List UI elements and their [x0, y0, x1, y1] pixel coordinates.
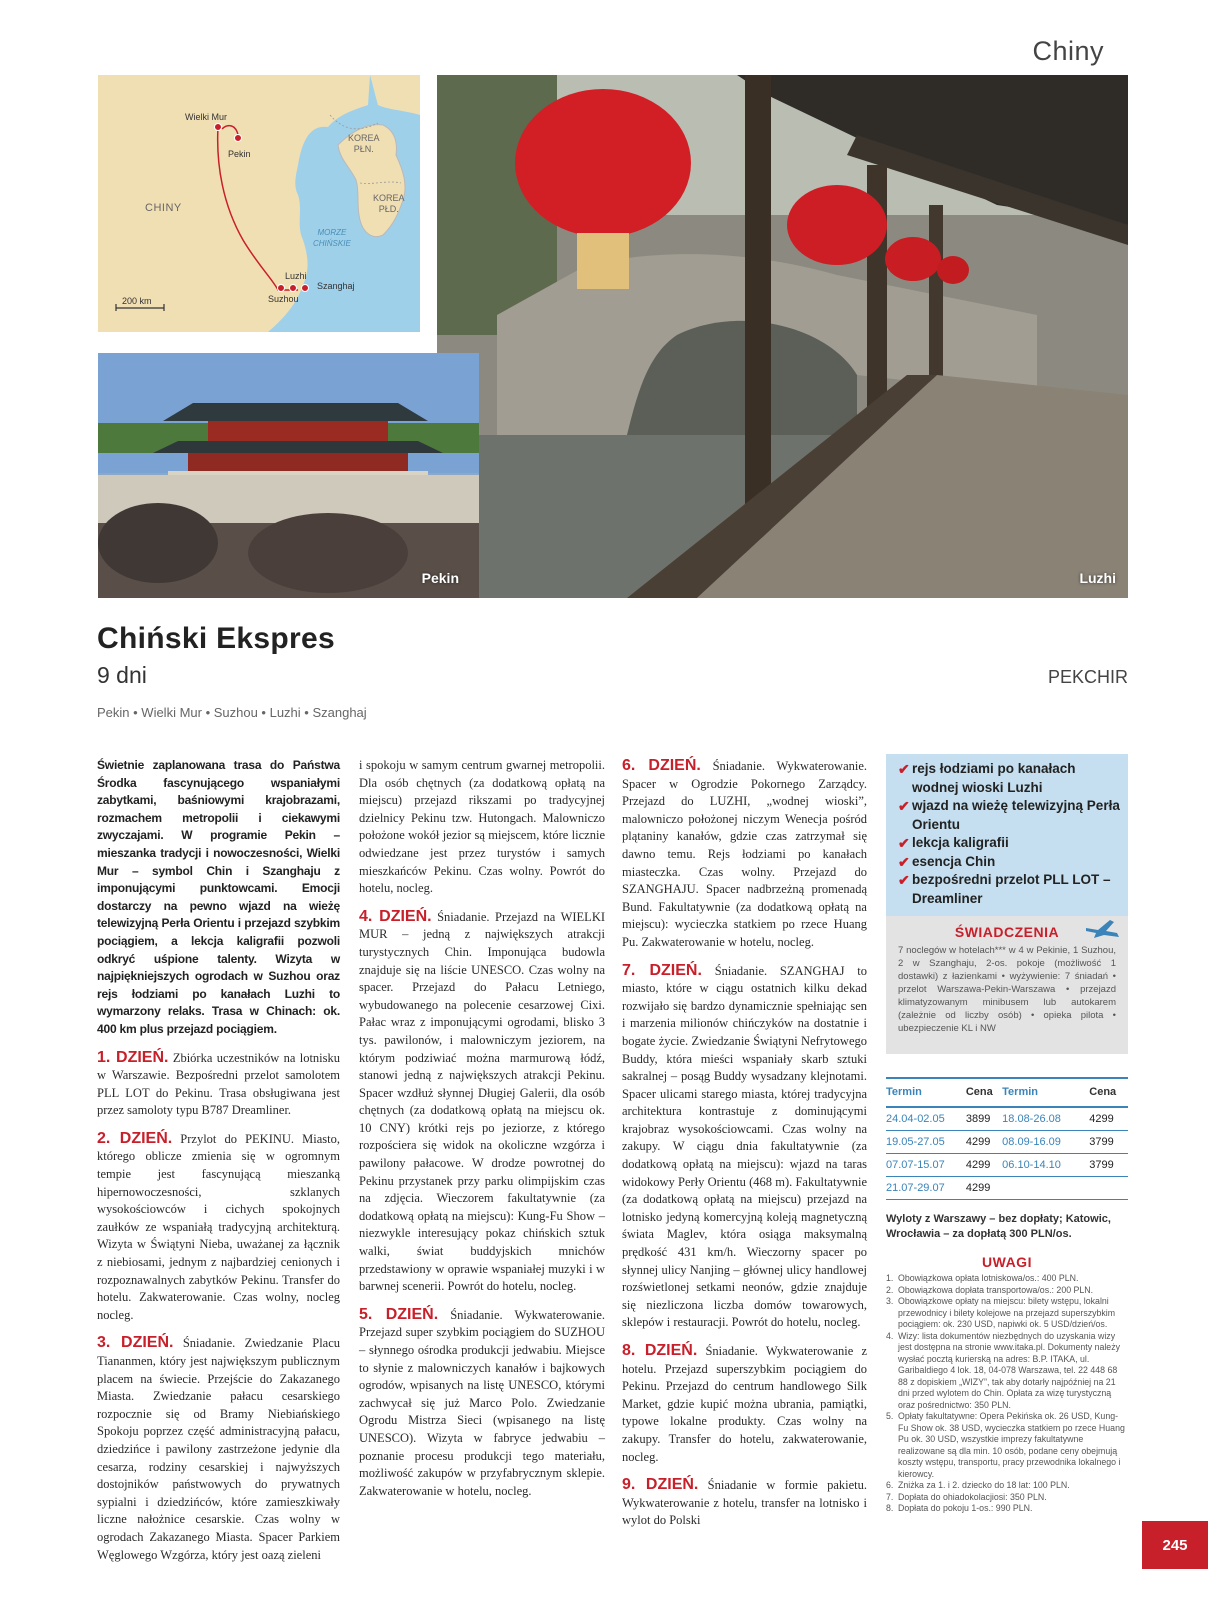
day-9-heading: 9. DZIEŃ. — [622, 1476, 699, 1494]
day-4: 4. DZIEŃ. Śniadanie. Przejazd na WIELKI MUR – jedną z największych atrakcji turystycznych Chin. Imponująca budowla znajduje się na liście UNESCO. Czas wolny na spacer. Przejazd do Pałacu Letniego, wybudowanego na polecenie cesarzowej Cixi. Pałac wraz z imponującymi ogrodami, blisko 3 tys. pawilonów, i malowniczym jeziorem, na którym podziwiać można marmurową łódź, stanowi jedną z największych atrakcji Pekinu. Spacer wzdłuż słynnej Długiej Galerii, dla osób chętnych (za dodatkową opłatą na miejscu ok. 10 CNY) krótki rejs po jeziorze, z którego rozpościera się widok na okoliczne wzgórza i pawilony pałacowe. W drodze powrotnej do Pekinu przystanek przy parku olimpijskim czas na zdjęcia. Wieczorem fakultatywnie (za dodatkową opłatą na miejscu): Kung-Fu Show – niezwykle interesujący pokaz chińskich sztuk walki, świat buddyjskich mnichów przedstawiony w oprawie wspaniałej muzyki i w barwnej scenerii. Powrót do hotelu, nocleg. — [359, 907, 606, 1294]
uwagi-item: 3. Obowiązkowe opłaty na miejscu: bilety wstępu, lokalni przewodnicy i bilety kolejowe na przejazd superszybkim pociągiem: ok. 230 USD, napiwki ok. 5 USD/dzień/os. — [886, 1296, 1116, 1329]
day-5: 5. DZIEŃ. Śniadanie. Wykwaterowanie. Przejazd super szybkim pociągiem do SUZHOU – słynnego ośrodka produkcji jedwabiu. Miejsce to słynie z malowniczych kanałów i bajkowych ogrodów, wpisanych na listę UNESCO, którymi zachwycał się już Marco Polo. Zwiedzanie Ogrodu Mistrza Sieci (wpisanego na listę UNESCO). Wizyta w fabryce jedwabiu – poznanie procesu produkcji tego materiału, możliwość zakupów w przyfabrycznym sklepie. Zakwaterowanie w hotelu, nocleg. — [359, 1305, 606, 1498]
map-dot-pekin — [235, 135, 242, 142]
country-label: Chiny — [1032, 36, 1104, 66]
uwagi-item: 2. Obowiązkowa dopłata transportowa/os.: 200 PLN. — [886, 1284, 1094, 1295]
map-label-korea-pld: KOREA PŁD. — [373, 193, 405, 214]
price-row: 24.04-02.05 3899 18.08-26.08 4299 — [886, 1107, 1128, 1131]
highlight-item: ✔ esencja Chin — [898, 853, 996, 870]
highlight-item: ✔ rejs łodziami po kanałach wodnej wioski Luzhi — [898, 760, 1120, 797]
map-dot-wielki-mur — [215, 124, 222, 131]
day-2: 2. DZIEŃ. Przylot do PEKINU. Miasto, którego oblicze zmienia się w ogromnym tempie jest fascynującą mieszanką hipernowoczesności, szklanych wysokościowców i cichych spokojnych zaułków ze wspaniałą tradycyjną architekturą. Wizyta w Świątyni Nieba, uważanej za łącznik z niebiosami, jednym z najbardziej cenionych i rozpoznawalnych zabytków Pekinu. Transfer do hotelu. Zakwaterowanie. Czas wolny, nocleg nocleg. — [97, 1129, 340, 1322]
map-label-korea-pln: KOREA PŁN. — [348, 133, 380, 154]
price-table — [886, 1077, 1128, 1200]
price-row: 07.07-15.07 4299 06.10-14.10 3799 — [886, 1154, 1128, 1177]
price-row: 21.07-29.07 4299 — [886, 1177, 1128, 1200]
highlight-item: ✔ bezpośredni przelot PLL LOT – Dreamliner — [898, 871, 1120, 908]
day-3-continued: i spokoju w samym centrum gwarnej metropolii. Dla osób chętnych (za dodatkową opłatą na miejscu) przejazd rikszami po tradycyjnej dzielnicy Pekinu tzw. Hutongach. Malowniczo położone wokół jezior są miejscem, które licznie odwiedzane jest przez turystów i samych mieszkańców Pekinu. Czas wolny. Powrót do hotelu, nocleg. — [359, 758, 605, 896]
uwagi-item: 8. Dopłata do pokoju 1-os.: 990 PLN. — [886, 1503, 1033, 1513]
price-row: 19.05-27.05 4299 08.09-16.09 3799 — [886, 1131, 1128, 1154]
flights-note: Wyloty z Warszawy – bez dopłaty; Katowic, Wrocławia – za dopłatą 300 PLN/os. — [886, 1213, 1111, 1240]
swiadczenia-text: 7 noclegów w hotelach*** w 4 w Pekinie, 1 Suzhou, 2 w Szanghaju, 2-os. pokoje (możliwość 1 dostawki) z łazienkami • wyżywienie: 7 śniadań • przelot Warszawa-Pekin-Warszawa • przejazd klimatyzowanym minibusem lub autokarem (zależnie od liczby osób) • opieka pilota • ubezpieczenie KL i NW — [898, 945, 1116, 1034]
page-number: 245 — [1142, 1521, 1208, 1569]
tour-title: Chiński Ekspres — [97, 622, 335, 655]
day-8-heading: 8. DZIEŃ. — [622, 1342, 698, 1359]
uwagi-list — [886, 1273, 1128, 1515]
uwagi-item: 1. Obowiązkowa opłata lotniskowa/os.: 400 PLN. — [886, 1273, 1079, 1283]
map-dot-luzhi — [290, 285, 297, 292]
tour-code: PEKCHIR — [1047, 667, 1128, 687]
day-3: 3. DZIEŃ. Śniadanie. Zwiedzanie Placu Tiananmen, który jest największym publicznym placem na świecie. Przejście do Zakazanego Miasta. Zwiedzanie pałacu cesarskiego rozpocznie się od Bramy Niebiańskiego Spokoju poprzez część administracyjną pałacu, dziedzińce i pawilony zastrzeżone jedynie dla cesarza, rodziny cesarskiej i najwyższych dostojników państwowych do prywatnych sypialni i dziedzińców, które zamieszkiwały liczne nałożnice cesarskie. Czas wolny w ogrodach Zakazanego Miasta. Spacer Parkiem Węglowego Wzgórza, który jest oazą zieleni — [97, 1334, 341, 1562]
uwagi-title: UWAGI — [982, 1254, 1032, 1270]
check-icon: ✔ — [898, 835, 910, 851]
day-9: 9. DZIEŃ. Śniadanie w formie pakietu. Wykwaterowanie z hotelu, transfer na lotnisko i wylot do Polski — [622, 1476, 867, 1528]
day-7: 7. DZIEŃ. Śniadanie. SZANGHAJ to miasto, które w ciągu ostatnich kilku dekad rozwijało się bardzo dynamicznie spełniając sen i marzenia milionów chińczyków na dostatnie i bogate życie. Zwiedzanie Świątyni Nefrytowego Buddy, która mieści wspaniały skarb sztuki sakralnej – posąg Buddy wysadzany klejnotami. Spacer ulicami starego miasta, której tradycyjna architektura kontrastuje z dominującymi krajobraz wysokościowcami. Czas wolny na zakupy. W ciągu dnia fakultatywnie (za dodatkową opłatą na miejscu): wjazd na taras widokowy Perły Orientu (468 m). Fakultatywnie (za dodatkową opłatą na miejscu) przejazd na lotnisko jedyną komercyjną koleją magnetyczną świata Maglev, która osiąga maksymalną prędkość 431 km/h. Wieczorny spacer po słynnej ulicy Nanjing – głównej ulicy handlowej rozświetlonej setkami neonów, gdzie znajduje się niezliczona liczba domów towarowych, sklepów i restauracji. Powrót do hotelu, nocleg. — [622, 961, 868, 1330]
map-label-pekin: Pekin — [228, 149, 251, 159]
header-termin: Termin — [886, 1079, 966, 1107]
map-label-luzhi: Luzhi — [285, 271, 307, 281]
plane-icon — [1084, 918, 1120, 940]
map-dot-suzhou — [278, 285, 285, 292]
photo-pekin — [98, 353, 479, 598]
day-1-heading: 1. DZIEŃ. — [97, 1048, 169, 1066]
text-column-1 — [97, 757, 340, 1574]
tour-days: 9 dni — [97, 662, 147, 688]
day-3-heading: 3. DZIEŃ. — [97, 1334, 174, 1352]
header-cena: Cena — [966, 1079, 1002, 1107]
header-termin: Termin — [1002, 1079, 1089, 1107]
route-map — [98, 75, 420, 332]
photo-luzhi-caption: Luzhi — [1079, 570, 1116, 586]
photo-pekin-caption: Pekin — [421, 570, 459, 586]
header-cena: Cena — [1089, 1079, 1128, 1107]
day-4-heading: 4. DZIEŃ. — [359, 907, 432, 925]
highlights-box — [886, 754, 1128, 916]
uwagi-item: 5. Opłaty fakultatywne: Opera Pekińska ok. 26 USD, Kung-Fu Show ok. 38 USD, wycieczka statkiem po rzece Huang Pu ok. 30 USD, wszystkie imprezy fakultatywne realizowane są dla min. 10 osób, podane ceny obejmują koszty wstępu, transportu, pracy przewodnika lokalnego i kierowcy. — [886, 1411, 1125, 1479]
highlight-item: ✔ wjazd na wieżę telewizyjną Perła Orientu — [898, 797, 1120, 834]
map-label-wielki-mur: Wielki Mur — [185, 112, 227, 122]
intro-text: Świetnie zaplanowana trasa do Państwa Środka fascynującego wspaniałymi zabytkami, baśniowymi krajobrazami, rozmachem metropolii i ciekawymi zwyczajami. W programie Pekin – mieszanka tradycji i nowoczesności, Wielki Mur – symbol Chin i Szanghaju z imponującymi punktowcami. Emocji dostarczy na pewno wjazd na wieżę telewizyjną Perła Orientu i przejazd szybkim pociągiem, a lekcja kaligrafii pozwoli odkryć uśpione talenty. Wizyta w najpiękniejszych ogrodach w Suzhou oraz rejs łodziami po kanałach Luzhi to wymarzony relaks. Trasa w Chinach: ok. 400 km plus przejazd pociągiem. — [97, 758, 340, 1036]
day-5-heading: 5. DZIEŃ. — [359, 1305, 439, 1323]
highlight-item: ✔ lekcja kaligrafii — [898, 835, 1009, 851]
map-label-szanghaj: Szanghaj — [317, 281, 355, 291]
text-column-2 — [359, 757, 605, 1510]
check-icon: ✔ — [898, 761, 910, 777]
day-6-heading: 6. DZIEŃ. — [622, 757, 701, 774]
text-column-3 — [622, 757, 867, 1540]
price-table-header — [886, 1079, 1128, 1107]
uwagi-item: 4. Wizy: lista dokumentów niezbędnych do uzyskania wizy jest dostępna na stronie www.itaka.pl. Dokumenty należy wysłać pocztą kurierską na adres: B.P. ITAKA, ul. Garibaldiego 4 lok. 18, 04-078 Warszawa, tel. 22 448 68 88 z dopiskiem „WIZY”, tak aby dotarły najpóźniej na 21 dni przed wylotem do Chin. Opłata za wizę turystyczną oraz pośrednictwo: 350 PLN. — [886, 1330, 1120, 1410]
map-dot-szanghaj — [302, 285, 309, 292]
day-2-heading: 2. DZIEŃ. — [97, 1129, 173, 1147]
day-6: 6. DZIEŃ. Śniadanie. Wykwaterowanie. Spacer w Ogrodzie Pokornego Zarządcy. Przejazd do LUZHI, „wodnej wioski”, malowniczo położonej niczym Wenecja pośród plątaniny kanałów, gdzie czas zatrzymał się dawno temu. Rejs łodziami po kanałach miasteczka. Czas wolny. Przejazd do SZANGHAJU. Spacer nadbrzeżną promenadą Bund. Fakultatywnie (za dodatkową opłatą na miejscu): wycieczka statkiem po rzece Huang Pu. Zakwaterowanie w hotelu, nocleg. — [622, 757, 868, 949]
uwagi-item: 7. Dopłata do ohiadokolacjiosi: 350 PLN. — [886, 1491, 1047, 1502]
photo-luzhi-graphic — [437, 75, 1128, 598]
map-label-suzhou: Suzhou — [268, 294, 299, 304]
check-icon: ✔ — [898, 853, 910, 870]
day-8: 8. DZIEŃ. Śniadanie. Wykwaterowanie z hotelu. Przejazd superszybkim pociągiem do Pekinu. Przejazd do centrum handlowego Silk Market, gdzie kupić można ubrania, pamiątki, typowe lokalne produkty. Czas wolny na zakupy. Transfer do hotelu, zakwaterowanie, nocleg. — [622, 1342, 867, 1464]
swiadczenia-title: ŚWIADCZENIA — [954, 924, 1060, 940]
day-7-heading: 7. DZIEŃ. — [622, 961, 702, 979]
check-icon: ✔ — [898, 798, 910, 814]
tour-route: Pekin • Wielki Mur • Suzhou • Luzhi • Szanghaj — [97, 705, 367, 720]
map-label-scale: 200 km — [122, 296, 152, 306]
swiadczenia-box — [886, 916, 1128, 1054]
check-icon: ✔ — [898, 872, 910, 888]
uwagi-item: 6. Zniżka za 1. i 2. dziecko do 18 lat: 100 PLN. — [886, 1480, 1070, 1490]
map-label-chiny: CHINY — [145, 202, 182, 214]
map-label-morze: MORZE CHIŃSKIE — [313, 228, 351, 248]
day-1: 1. DZIEŃ. Zbiórka uczestników na lotnisku w Warszawie. Bezpośredni przelot samolotem PLL LOT do Pekinu. Trasa obsługiwana jest przez samoloty typu B787 Dreamliner. — [97, 1048, 341, 1118]
photo-pekin-graphic — [98, 353, 479, 598]
photo-luzhi — [437, 75, 1128, 598]
